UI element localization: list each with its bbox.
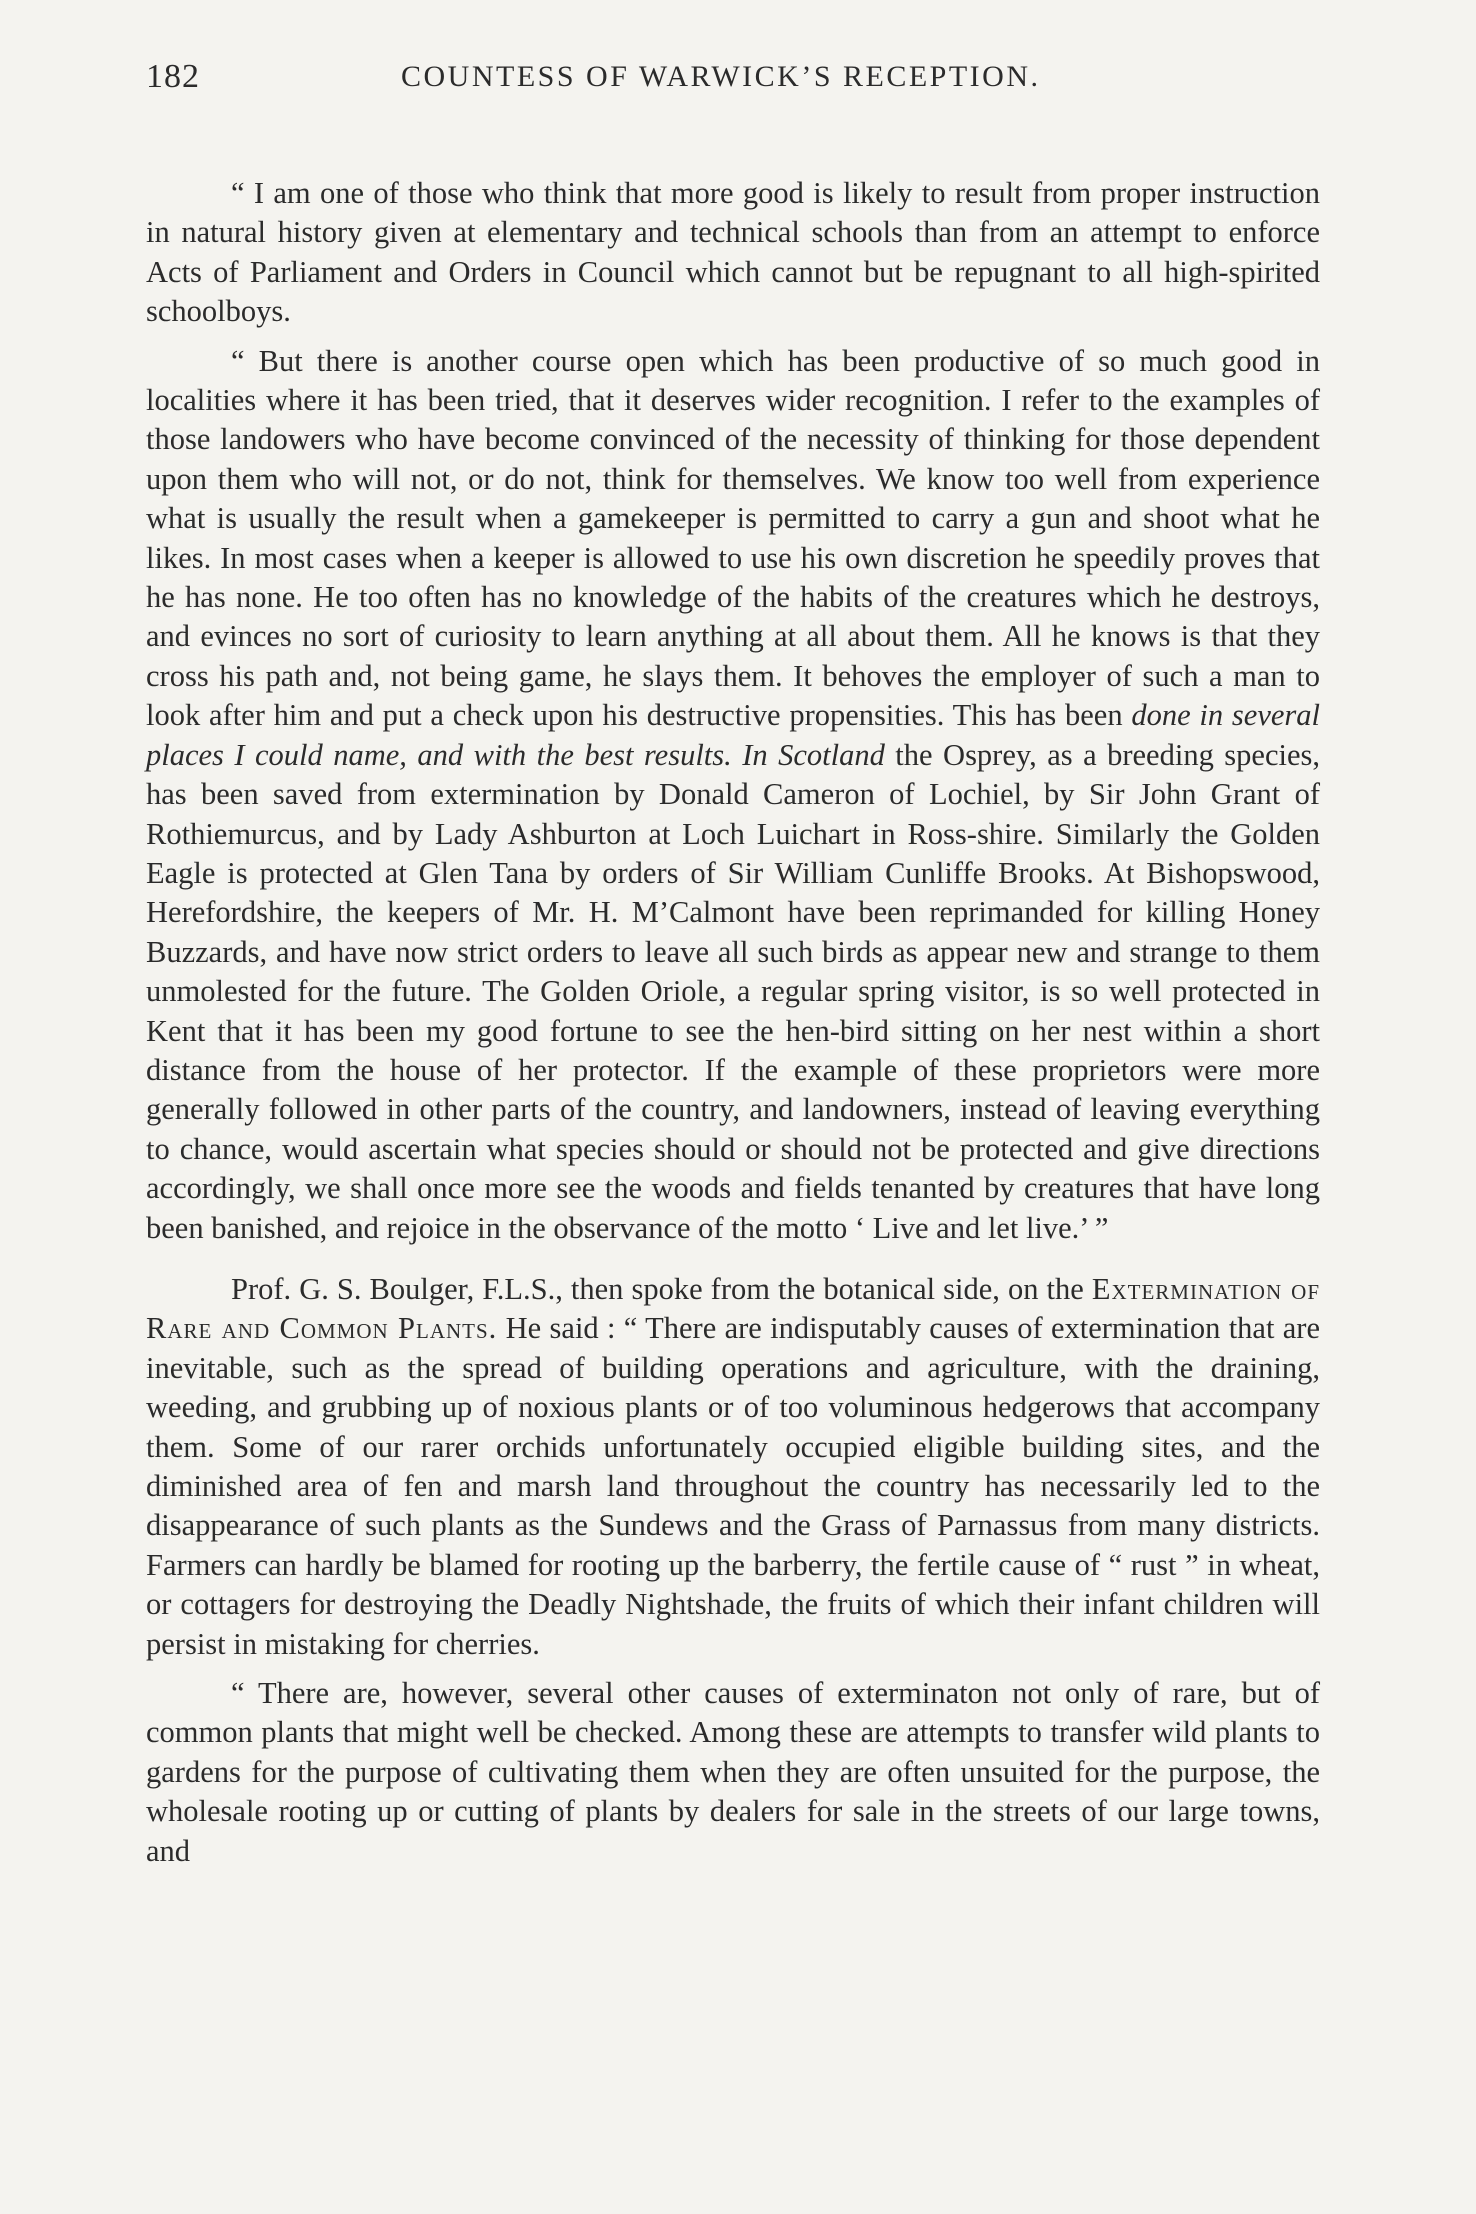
running-head xyxy=(146,50,1320,106)
running-title: COUNTESS OF WARWICK’S RECEPTION. xyxy=(401,60,1041,93)
page-number: 182 xyxy=(146,58,200,95)
paragraph-boulger-text-b: He said : “ There are indisputably causes of extermination that are inevitable, such as the spread of building operations and agriculture, with the draining, weeding, and grubbing up of noxious plants or of too voluminous hedgerows that accompany them. Some of our rarer orchids unfortunately occupied eligible building sites, and the diminished area of fen and marsh land throughout the country has necessarily led to the disappearance of such plants as the Sundews and the Grass of Parnassus from many districts. Farmers can hardly be blamed for rooting up the barberry, the fertile cause of “ rust ” in wheat, or cottagers for destroying the Deadly Nightshade, the fruits of which their infant children will persist in mistaking for cherries. xyxy=(146,1311,1320,1661)
paragraph-boulger-text-a: Prof. G. S. Boulger, F.L.S., then spoke from the botanical side, on the xyxy=(231,1271,1092,1306)
body-text xyxy=(146,174,1320,1871)
paragraph-causes: “ There are, however, several other causes of exterminaton not only of rare, but of common plants that might well be checked. Among these are attempts to transfer wild plants to gardens for the purpose of cultivating them when they are often unsuited for the purpose, the wholesale rooting up or cutting of plants by dealers for sale in the streets of our large towns, and xyxy=(146,1676,1320,1868)
paragraph-boulger-topic: Extermination of Rare and Common Plants. xyxy=(146,1271,1321,1346)
paragraph-boulger xyxy=(146,1270,1320,1664)
paragraph-landowners-italic: done in several places I could name, and with the best results. In Scotland xyxy=(146,698,1320,772)
book-page xyxy=(146,50,1320,1871)
paragraph-landowners xyxy=(146,342,1320,1248)
paragraph-landowners-text-a: “ But there is another course open which has been productive of so much good in localities where it has been tried, that it deserves wider recognition. I refer to the examples of those landowers who have become convinced of the necessity of thinking for those dependent upon them who will not, or do not, think for themselves. We know too well from experience what is usually the result when a gamekeeper is permitted to carry a gun and shoot what he likes. In most cases when a keeper is allowed to use his own discretion he speedily proves that he has none. He too often has no knowledge of the habits of the creatures which he destroys, and evinces no sort of curiosity to learn anything at all about them. All he knows is that they cross his path and, not being game, he slays them. It behoves the employer of such a man to look after him and put a check upon his destructive propensities. This has been xyxy=(146,343,1320,733)
paragraph-instruction: “ I am one of those who think that more good is likely to result from proper instruction in natural history given at elementary and technical schools than from an attempt to enforce Acts of Parliament and Orders in Council which cannot but be repugnant to all high-spirited schoolboys. xyxy=(146,176,1320,329)
paragraph-landowners-text-b: the Osprey, as a breeding species, has been saved from extermination by Donald Cameron of Lochiel, by Sir John Grant of Rothiemurcus, and by Lady Ashburton at Loch Luichart in Ross-shire. Similarly the Golden Eagle is protected at Glen Tana by orders of Sir William Cunliffe Brooks. At Bishopswood, Herefordshire, the keepers of Mr. H. M’Calmont have been reprimanded for killing Honey Buzzards, and have now strict orders to leave all such birds as appear new and strange to them unmolested for the future. The Golden Oriole, a regular spring visitor, is so well protected in Kent that it has been my good fortune to see the hen-bird sitting on her nest within a short distance from the house of her protector. If the example of these proprietors were more generally followed in other parts of the country, and landowners, instead of leaving everything to chance, would ascertain what species should or should not be protected and give directions accordingly, we shall once more see the woods and fields tenanted by creatures that have long been banished, and rejoice in the observance of the motto ‘ Live and let live.’ ” xyxy=(146,737,1320,1245)
